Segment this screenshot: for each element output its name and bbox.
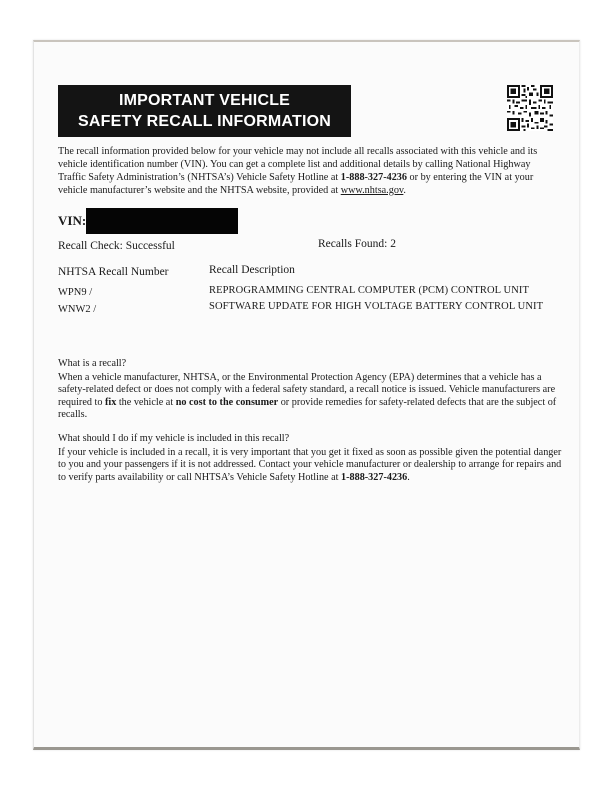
intro-text-1: The recall information provided below for your vehicle may not include all recalls associated with this vehicle and its vehicle identification number (VIN). You can get a complete list and additional details by calling National Highway Traffic Safety Administration’s (NHTSA’s) Vehicle Safety Hotline at [58,146,538,183]
recall-description-cell: SOFTWARE UPDATE FOR HIGH VOLTAGE BATTERY CONTROL UNIT [209,301,544,312]
recall-check-status: Recall Check: Successful [58,240,175,252]
faq-answer [58,447,563,485]
faq-answer-text: When a vehicle manufacturer, NHTSA, or the Environmental Protection Agency (EPA) determines that a vehicle has a safety-related defect or does not comply with a federal safety standard, a recall notice is issued. Vehicle manufacturers are required to [58,371,556,408]
qr-code-icon[interactable] [507,85,553,131]
faq-answer-text: or provide remedies for safety-related defects that are the subject of recalls. [58,396,557,420]
vin-redaction-box [86,208,238,234]
faq-answer-text: . [407,471,410,483]
intro-text-end: . [403,185,406,196]
vin-row [58,208,358,234]
column-header-recall-description: Recall Description [209,264,295,276]
recall-description-cell: REPROGRAMMING CENTRAL COMPUTER (PCM) CONTROL UNIT [209,285,530,296]
faq-answer-emphasis: fix [104,396,117,408]
banner-line-1: IMPORTANT VEHICLE [118,92,291,109]
faq-answer-text: If your vehicle is included in a recall, it is very important that you get it fixed as soon as possible given the potential danger to you and your passengers if it is not addressed. Contact your vehicle manufacturer or dealership to arrange for repairs and to verify parts availability or call NHTSA’s Vehicle Safety Hotline at [58,446,562,483]
nhtsa-website-link[interactable]: www.nhtsa.gov [340,185,404,196]
faq-answer-emphasis: 1-888-327-4236 [341,471,408,483]
faq-answer [58,372,563,422]
faq-answer-emphasis: no cost to the consumer [175,396,279,408]
faq-what-should-i-do [58,433,563,484]
hotline-phone: 1-888-327-4236 [340,172,407,183]
intro-paragraph [58,145,558,197]
faq-question: What is a recall? [58,358,127,369]
faq-question: What should I do if my vehicle is included in this recall? [58,433,290,444]
recall-banner [58,85,351,137]
banner-line-2: SAFETY RECALL INFORMATION [78,113,331,130]
intro-text-2: or by entering the VIN at your vehicle manufacturer’s website and the NHTSA website, provided at [58,172,534,196]
faq-what-is-recall [58,358,563,422]
recall-letter-sheet [33,40,580,750]
recalls-found-count: Recalls Found: 2 [318,238,396,250]
recall-number-cell: WNW2 / [58,304,97,315]
faq-answer-text: the vehicle at [116,396,176,408]
recall-number-cell: WPN9 / [58,287,93,298]
qr-code-graphic [507,85,553,131]
column-header-recall-number: NHTSA Recall Number [58,266,169,278]
vin-label: VIN: [58,213,87,228]
